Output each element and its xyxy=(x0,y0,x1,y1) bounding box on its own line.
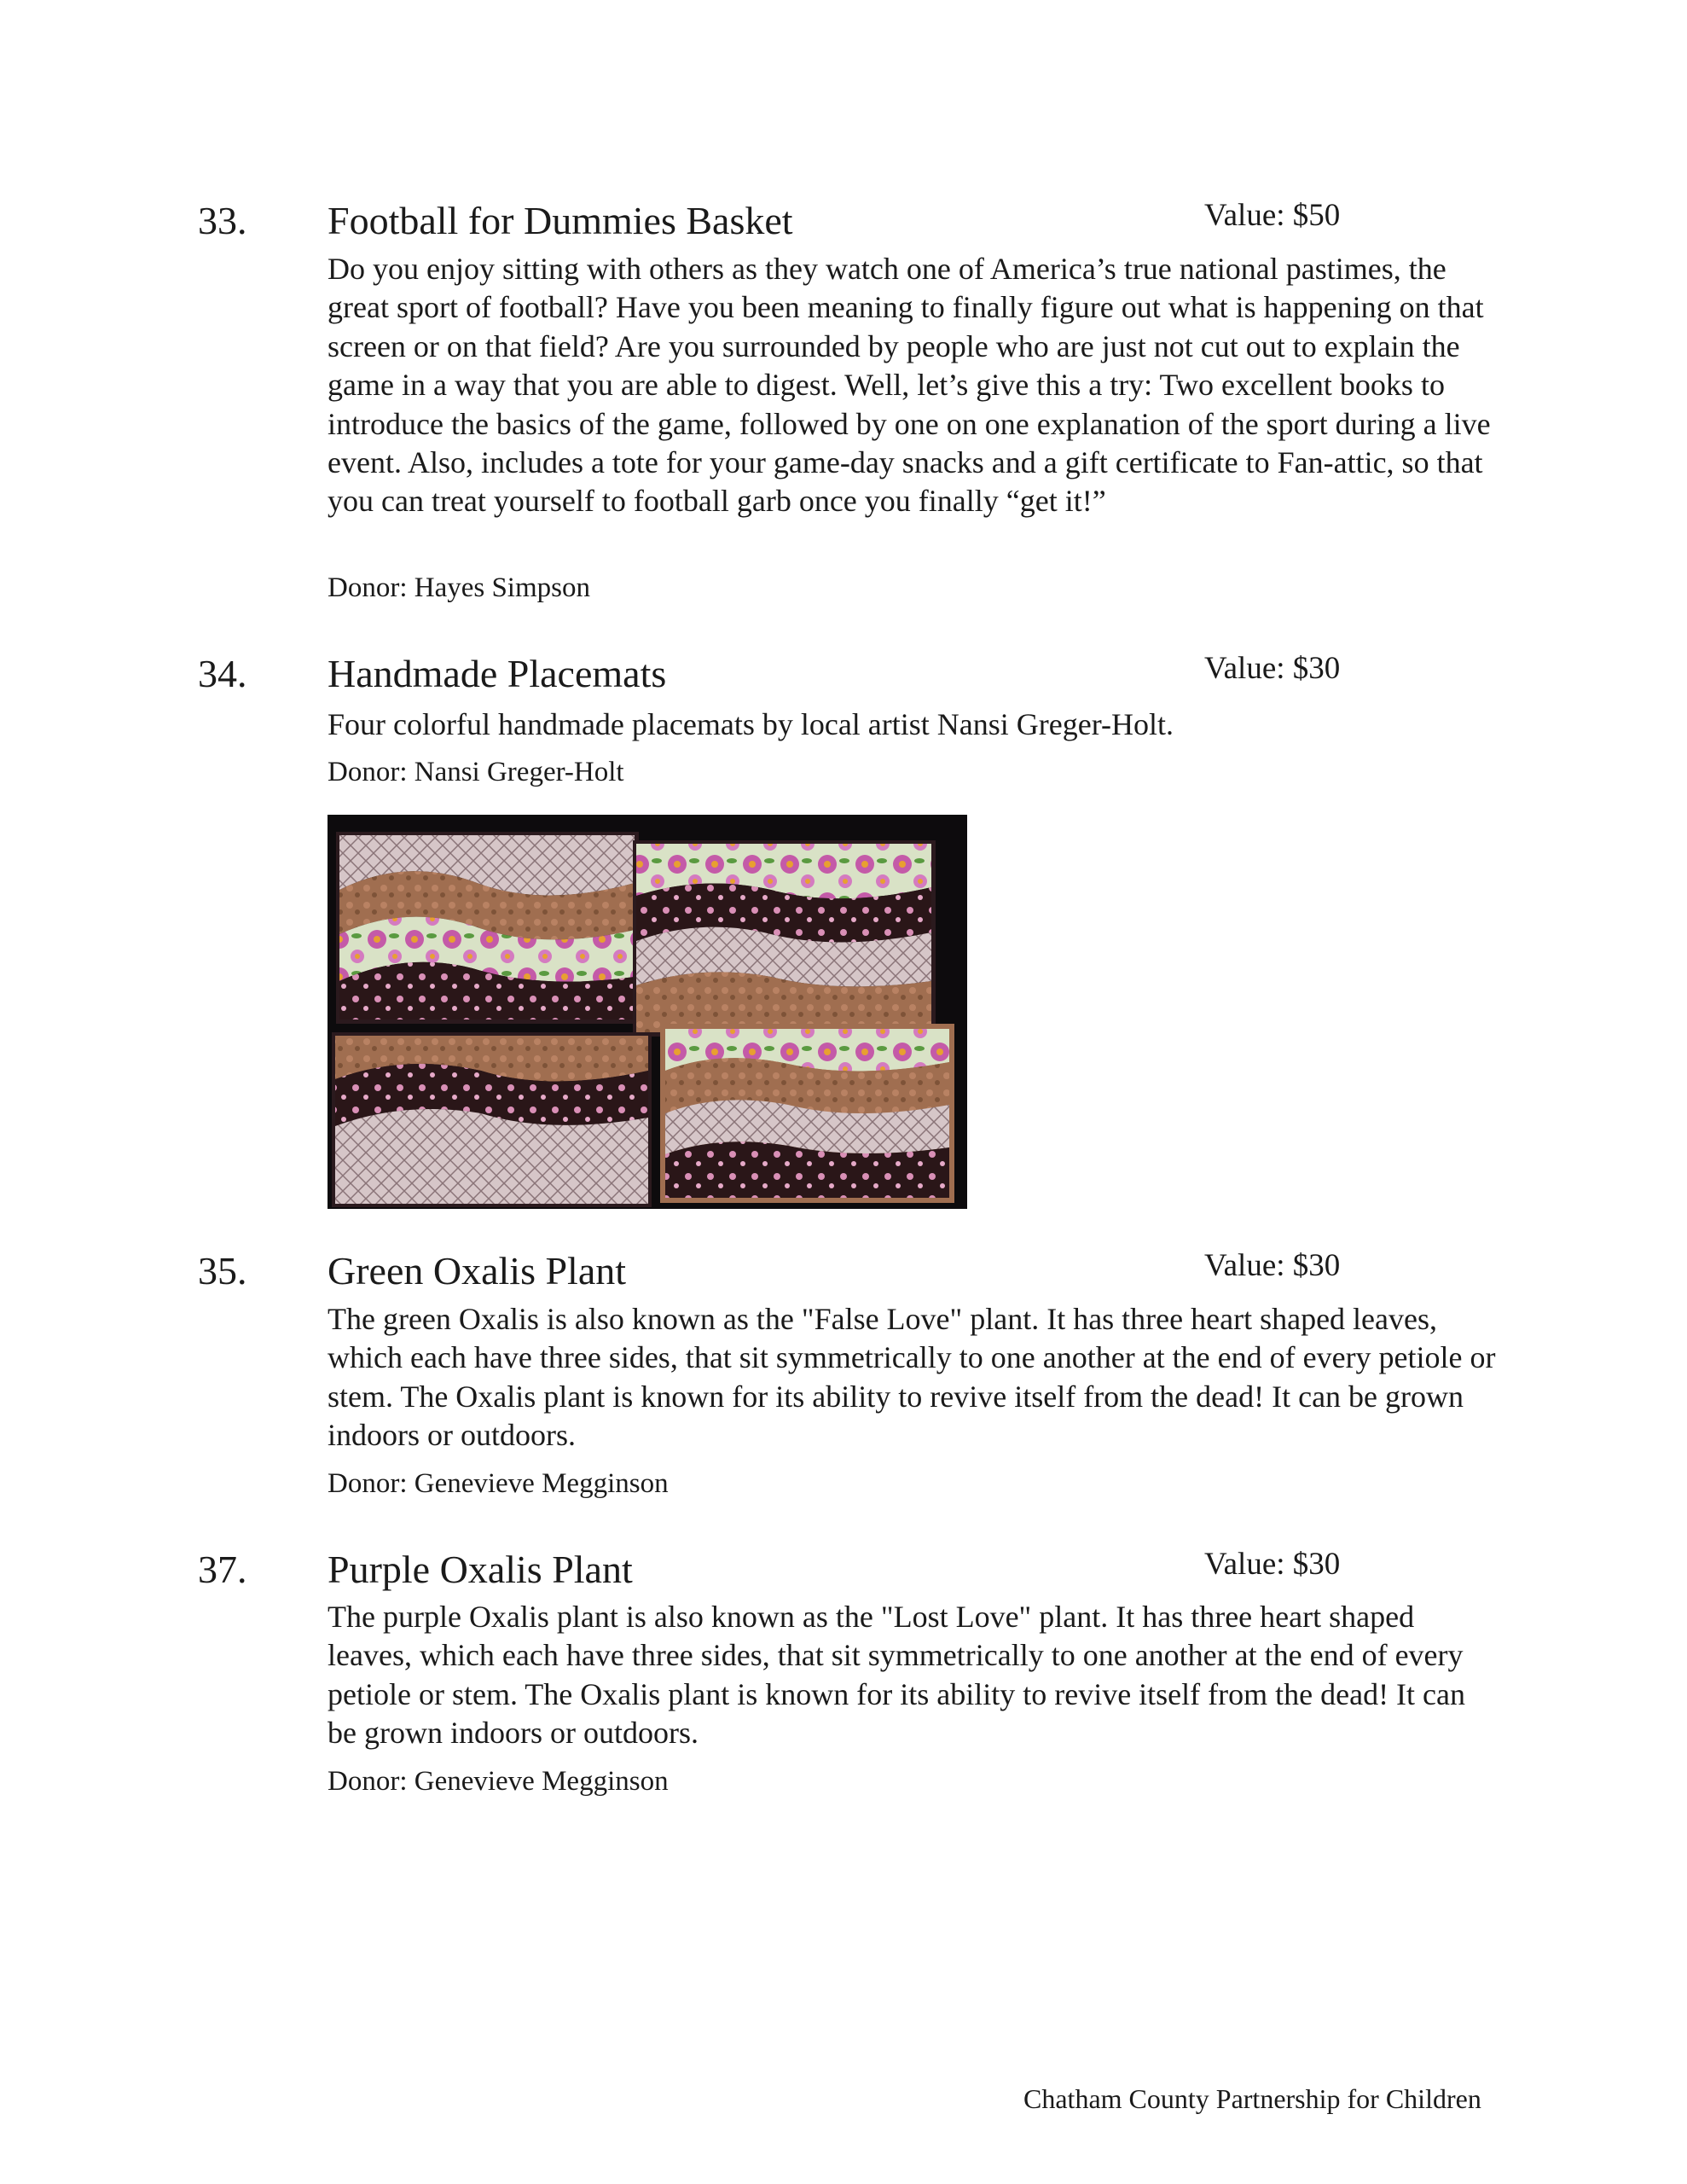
item-number: 37. xyxy=(198,1548,247,1591)
item-number: 33. xyxy=(198,199,247,242)
placemat-top-left xyxy=(336,832,639,1024)
item-title: Green Oxalis Plant xyxy=(328,1249,627,1292)
placemats-photo xyxy=(328,815,967,1209)
item-value: Value: $30 xyxy=(1204,1248,1341,1283)
item-title: Purple Oxalis Plant xyxy=(328,1548,633,1591)
item-title: Football for Dummies Basket xyxy=(328,199,793,242)
item-description: Four colorful handmade placemats by local artist Nansi Greger-Holt. xyxy=(328,707,1174,741)
placemat-bottom-right xyxy=(660,1024,954,1203)
item-donor: Donor: Nansi Greger-Holt xyxy=(328,757,624,787)
item-number: 35. xyxy=(198,1249,247,1292)
placemat-bottom-left xyxy=(332,1032,652,1207)
item-number: 34. xyxy=(198,652,247,695)
item-donor: Donor: Genevieve Megginson xyxy=(328,1766,669,1797)
item-description: The green Oxalis is also known as the "False Love" plant. It has three heart shaped leaves, which each have three sides, that sit symmetrically to one another at the end of every petiole or stem. The Oxalis plant is known for its ability to revive itself from the dead! It can be grown indoors or outdoors. xyxy=(328,1302,1496,1453)
page-footer: Chatham County Partnership for Children xyxy=(1023,2083,1481,2114)
item-description: Do you enjoy sitting with others as they watch one of America’s true national pastimes, the great sport of football? Have you been meaning to finally figure out what is happening on that screen or on that field? Are you surrounded by people who are just not cut out to explain the game in a way that you are able to digest. Well, let’s give this a try: Two excellent books to introduce the basics of the game, followed by one on one explanation of the sport during a live event. Also, includes a tote for your game-day snacks and a gift certificate to Fan-attic, so that you can treat yourself to football garb once you finally “get it!” xyxy=(328,252,1491,519)
item-description: The purple Oxalis plant is also known as the "Lost Love" plant. It has three heart shaped leaves, which each have three sides, that sit symmetrically to one another at the end of every petiole or stem. The Oxalis plant is known for its ability to revive itself from the dead! It can be grown indoors or outdoors. xyxy=(328,1600,1466,1751)
item-donor: Donor: Genevieve Megginson xyxy=(328,1468,669,1499)
item-value: Value: $30 xyxy=(1204,651,1341,686)
placemat-top-right xyxy=(633,840,936,1037)
item-value: Value: $50 xyxy=(1204,198,1341,233)
item-value: Value: $30 xyxy=(1204,1547,1341,1582)
item-donor: Donor: Hayes Simpson xyxy=(328,572,590,603)
item-title: Handmade Placemats xyxy=(328,652,667,695)
